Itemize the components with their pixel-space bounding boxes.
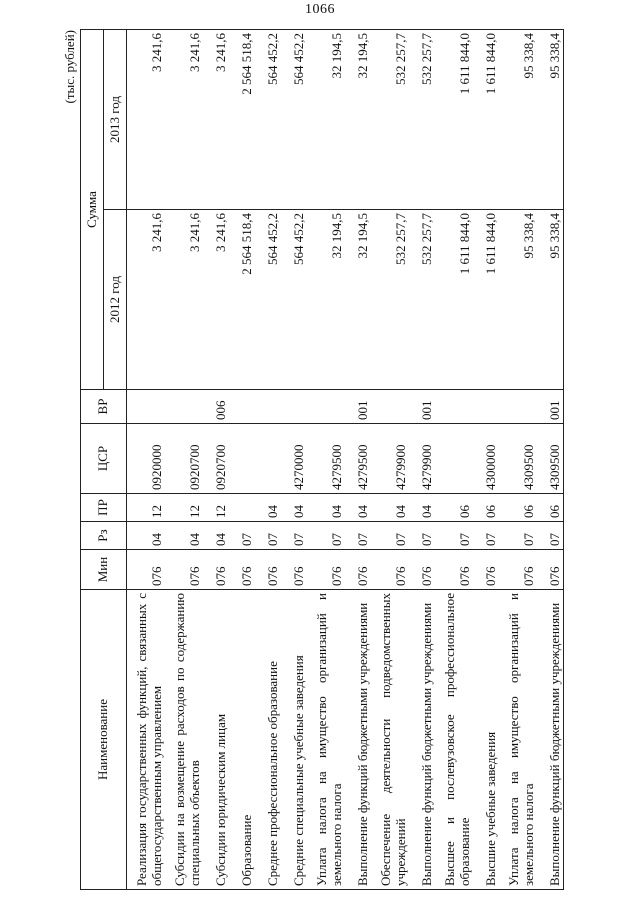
row-sum-2012: 3 241,6 [203, 210, 229, 390]
row-csr: 4279500 [345, 424, 371, 494]
row-min: 076 [499, 550, 537, 590]
header-2012: 2012 год [104, 210, 127, 390]
row-csr: 4309500 [537, 424, 564, 494]
row-sum-2013: 95 338,4 [537, 30, 564, 210]
row-min: 076 [229, 550, 255, 590]
row-sum-2012: 564 452,2 [281, 210, 307, 390]
row-csr: 0920700 [165, 424, 203, 494]
row-pr: 04 [371, 494, 409, 522]
row-vr [229, 390, 255, 424]
row-name: Средние специальные учебные заведения [281, 590, 307, 890]
row-pr: 04 [255, 494, 281, 522]
page-number: 1066 [305, 2, 335, 17]
row-sum-2013: 32 194,5 [307, 30, 345, 210]
row-sum-2012: 32 194,5 [307, 210, 345, 390]
row-name: Среднее профессиональное образование [255, 590, 281, 890]
row-name: Субсидии юридическим лицам [203, 590, 229, 890]
row-pr: 04 [307, 494, 345, 522]
header-2013: 2013 год [104, 30, 127, 210]
row-pr: 12 [203, 494, 229, 522]
row-csr: 4279900 [371, 424, 409, 494]
row-name: Обеспечение деятельности подведомственных учреждений [371, 590, 409, 890]
row-min: 076 [409, 550, 435, 590]
row-name: Высшее и послевузовское профессиональное образование [435, 590, 473, 890]
table-row [499, 30, 537, 890]
row-vr [499, 390, 537, 424]
row-pr: 04 [281, 494, 307, 522]
row-pr: 04 [345, 494, 371, 522]
row-pr: 12 [127, 494, 166, 522]
row-sum-2013: 32 194,5 [345, 30, 371, 210]
row-sum-2012: 3 241,6 [165, 210, 203, 390]
row-pr: 06 [473, 494, 499, 522]
row-vr [165, 390, 203, 424]
row-csr: 4270000 [281, 424, 307, 494]
table-row [473, 30, 499, 890]
row-csr: 4279900 [409, 424, 435, 494]
table-row [345, 30, 371, 890]
row-sum-2012: 564 452,2 [255, 210, 281, 390]
table-row [435, 30, 473, 890]
row-name: Субсидии на возмещение расходов по содержанию специальных объектов [165, 590, 203, 890]
row-pr: 06 [537, 494, 564, 522]
row-pr: 12 [165, 494, 203, 522]
header-pr: ПР [81, 494, 127, 522]
row-sum-2013: 3 241,6 [127, 30, 166, 210]
row-sum-2012: 532 257,7 [409, 210, 435, 390]
row-sum-2013: 564 452,2 [255, 30, 281, 210]
row-sum-2013: 3 241,6 [165, 30, 203, 210]
table-row [203, 30, 229, 890]
row-name: Выполнение функций бюджетными учреждениями [409, 590, 435, 890]
row-vr [435, 390, 473, 424]
row-rz: 07 [409, 522, 435, 550]
row-sum-2013: 564 452,2 [281, 30, 307, 210]
row-csr: 4279500 [307, 424, 345, 494]
row-min: 076 [307, 550, 345, 590]
row-sum-2012: 3 241,6 [127, 210, 166, 390]
row-csr: 0920700 [203, 424, 229, 494]
table-row [307, 30, 345, 890]
table-row [537, 30, 564, 890]
row-min: 076 [435, 550, 473, 590]
row-vr: 001 [537, 390, 564, 424]
table-row [281, 30, 307, 890]
header-vr: ВР [81, 390, 127, 424]
row-vr [127, 390, 166, 424]
row-vr [371, 390, 409, 424]
row-min: 076 [255, 550, 281, 590]
row-name: Уплата налога на имущество организаций и земельного налога [499, 590, 537, 890]
row-csr: 4309500 [499, 424, 537, 494]
row-pr [229, 494, 255, 522]
row-vr [281, 390, 307, 424]
row-rz: 04 [165, 522, 203, 550]
row-csr [229, 424, 255, 494]
row-csr [255, 424, 281, 494]
row-name: Уплата налога на имущество организаций и земельного налога [307, 590, 345, 890]
rotated-page [60, 30, 570, 890]
table-row [127, 30, 166, 890]
row-min: 076 [371, 550, 409, 590]
row-name: Выполнение функций бюджетными учреждениями [345, 590, 371, 890]
row-name: Выполнение функций бюджетными учреждениями [537, 590, 564, 890]
row-rz: 07 [255, 522, 281, 550]
table-row [255, 30, 281, 890]
row-name: Реализация государственных функций, связанных с общегосударственным управлением [127, 590, 166, 890]
header-sum: Сумма [81, 30, 104, 390]
row-sum-2013: 1 611 844,0 [473, 30, 499, 210]
header-csr: ЦСР [81, 424, 127, 494]
row-rz: 04 [127, 522, 166, 550]
row-name: Образование [229, 590, 255, 890]
unit-label: (тыс. рублей) [62, 30, 77, 104]
row-vr [473, 390, 499, 424]
row-vr [307, 390, 345, 424]
row-rz: 07 [499, 522, 537, 550]
table-row [229, 30, 255, 890]
header-min: Мин [81, 550, 127, 590]
row-sum-2013: 532 257,7 [409, 30, 435, 210]
row-rz: 07 [307, 522, 345, 550]
row-min: 076 [473, 550, 499, 590]
row-sum-2012: 95 338,4 [499, 210, 537, 390]
row-sum-2013: 95 338,4 [499, 30, 537, 210]
row-rz: 04 [203, 522, 229, 550]
row-sum-2012: 532 257,7 [371, 210, 409, 390]
row-vr: 006 [203, 390, 229, 424]
header-name: Наименование [81, 590, 127, 890]
row-csr [435, 424, 473, 494]
row-sum-2012: 1 611 844,0 [473, 210, 499, 390]
row-rz: 07 [435, 522, 473, 550]
row-min: 076 [281, 550, 307, 590]
row-rz: 07 [371, 522, 409, 550]
row-sum-2013: 3 241,6 [203, 30, 229, 210]
row-name: Высшие учебные заведения [473, 590, 499, 890]
row-rz: 07 [281, 522, 307, 550]
row-pr: 06 [499, 494, 537, 522]
row-rz: 07 [473, 522, 499, 550]
row-sum-2012: 95 338,4 [537, 210, 564, 390]
row-min: 076 [165, 550, 203, 590]
row-vr: 001 [345, 390, 371, 424]
row-rz: 07 [229, 522, 255, 550]
row-sum-2012: 2 564 518,4 [229, 210, 255, 390]
table-row [371, 30, 409, 890]
row-min: 076 [127, 550, 166, 590]
row-vr [255, 390, 281, 424]
table-body [127, 30, 564, 890]
row-csr: 4300000 [473, 424, 499, 494]
row-sum-2013: 532 257,7 [371, 30, 409, 210]
row-sum-2012: 32 194,5 [345, 210, 371, 390]
table-row [165, 30, 203, 890]
row-min: 076 [203, 550, 229, 590]
row-min: 076 [537, 550, 564, 590]
row-pr: 04 [409, 494, 435, 522]
row-sum-2013: 2 564 518,4 [229, 30, 255, 210]
budget-table [80, 29, 564, 890]
row-sum-2012: 1 611 844,0 [435, 210, 473, 390]
row-pr: 06 [435, 494, 473, 522]
row-sum-2013: 1 611 844,0 [435, 30, 473, 210]
row-rz: 07 [537, 522, 564, 550]
row-rz: 07 [345, 522, 371, 550]
row-csr: 0920000 [127, 424, 166, 494]
row-vr: 001 [409, 390, 435, 424]
row-min: 076 [345, 550, 371, 590]
table-row [409, 30, 435, 890]
header-rz: Рз [81, 522, 127, 550]
